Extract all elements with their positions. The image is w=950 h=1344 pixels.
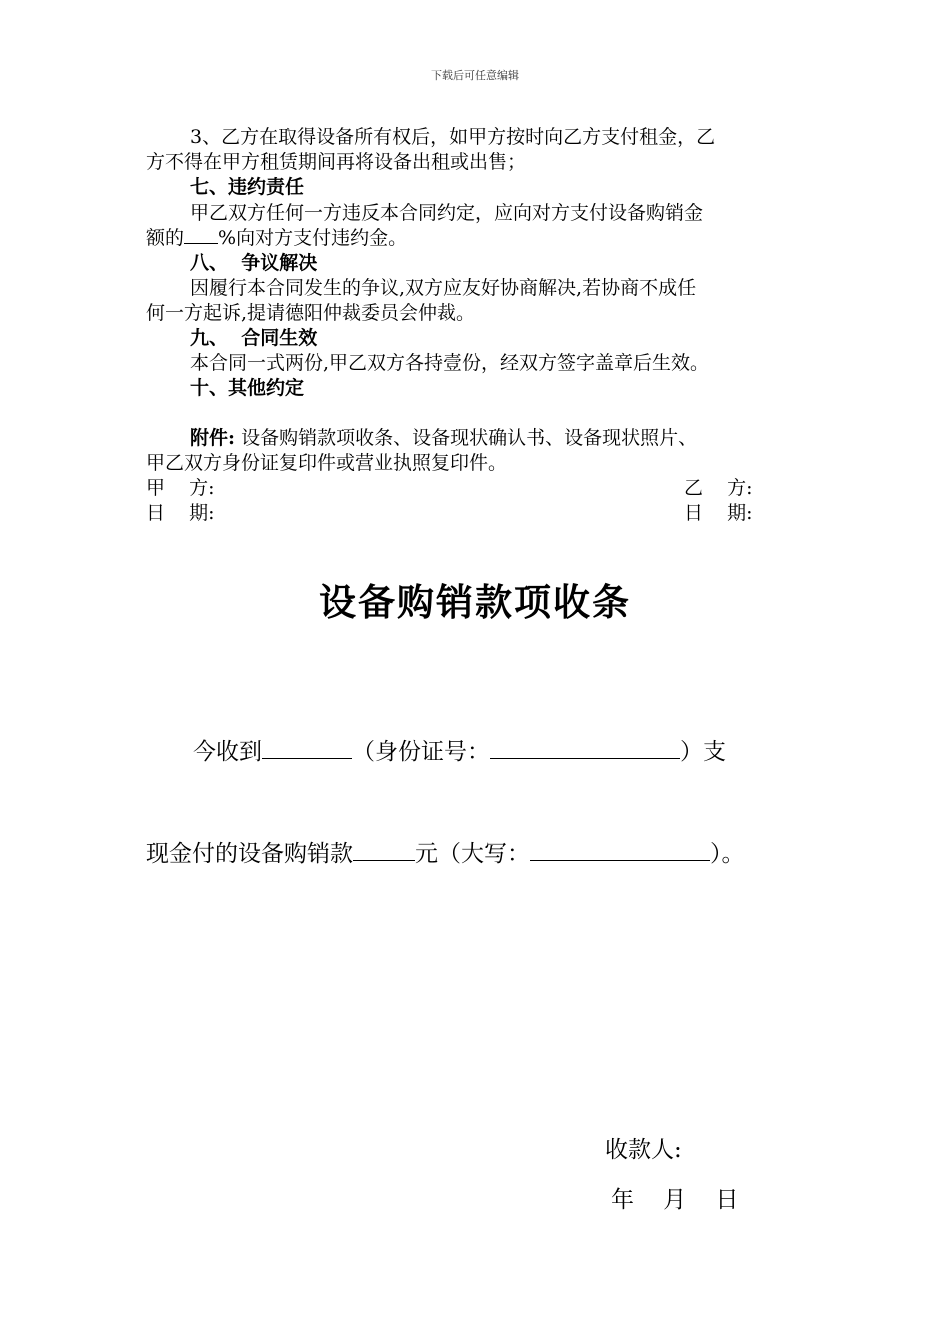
section-8-line1: 因履行本合同发生的争议,双方应友好协商解决,若协商不成任 — [190, 277, 697, 299]
section-8-line2: 何一方起诉,提请德阳仲裁委员会仲裁。 — [146, 302, 476, 324]
receipt-line2 — [146, 835, 745, 868]
payer-name-blank[interactable] — [262, 757, 352, 759]
header-note: 下载后可任意编辑 — [431, 69, 519, 82]
date-b-label: 日 期: — [684, 502, 753, 524]
receipt-id-label: （身份证号： — [352, 739, 490, 765]
section-10-heading: 十、其他约定 — [190, 377, 305, 399]
section-8-heading: 八、 争议解决 — [190, 252, 318, 274]
receipt-date: 年 月 日 — [611, 1187, 739, 1213]
section-7-heading: 七、违约责任 — [190, 176, 305, 198]
penalty-percent-blank[interactable] — [184, 242, 218, 244]
clause-3-line1: 3、乙方在取得设备所有权后，如甲方按时向乙方支付租金，乙 — [190, 126, 716, 148]
section-9-heading: 九、 合同生效 — [190, 327, 318, 349]
party-b-label: 乙 方: — [684, 477, 753, 499]
date-a-label: 日 期: — [146, 502, 215, 524]
attachment-text: 设备购销款项收条、设备现状确认书、设备现状照片、 — [241, 427, 698, 449]
receipt-line1-prefix: 今收到 — [193, 739, 262, 765]
attachment-line2: 甲乙双方身份证复印件或营业执照复印件。 — [146, 452, 508, 474]
receipt-line1-suffix: ）支 — [680, 739, 726, 765]
party-a-label: 甲 方: — [146, 477, 215, 499]
id-number-blank[interactable] — [490, 757, 680, 759]
amount-blank[interactable] — [353, 859, 415, 861]
section-9-line1: 本合同一式两份,甲乙双方各持壹份，经双方签字盖章后生效。 — [190, 352, 710, 374]
amount-caps-blank[interactable] — [530, 859, 710, 861]
payee-label: 收款人: — [605, 1137, 682, 1163]
receipt-title: 设备购销款项收条 — [319, 580, 631, 624]
receipt-line2-suffix: ）。 — [710, 841, 745, 867]
attachment-label: 附件: — [190, 427, 236, 449]
section-7-line2 — [146, 226, 407, 251]
section-7-line2-suffix: %向对方支付违约金。 — [218, 227, 408, 249]
receipt-line2-prefix: 现金付的设备购销款 — [146, 841, 353, 867]
section-7-line2-prefix: 额的 — [146, 227, 185, 249]
clause-3-line2: 方不得在甲方租赁期间再将设备出租或出售； — [146, 151, 527, 173]
receipt-line1 — [193, 733, 726, 766]
section-7-line1: 甲乙双方任何一方违反本合同约定，应向对方支付设备购销金 — [190, 202, 704, 224]
attachment-line1 — [190, 426, 697, 451]
receipt-amount-caps-label: 元（大写： — [415, 841, 530, 867]
